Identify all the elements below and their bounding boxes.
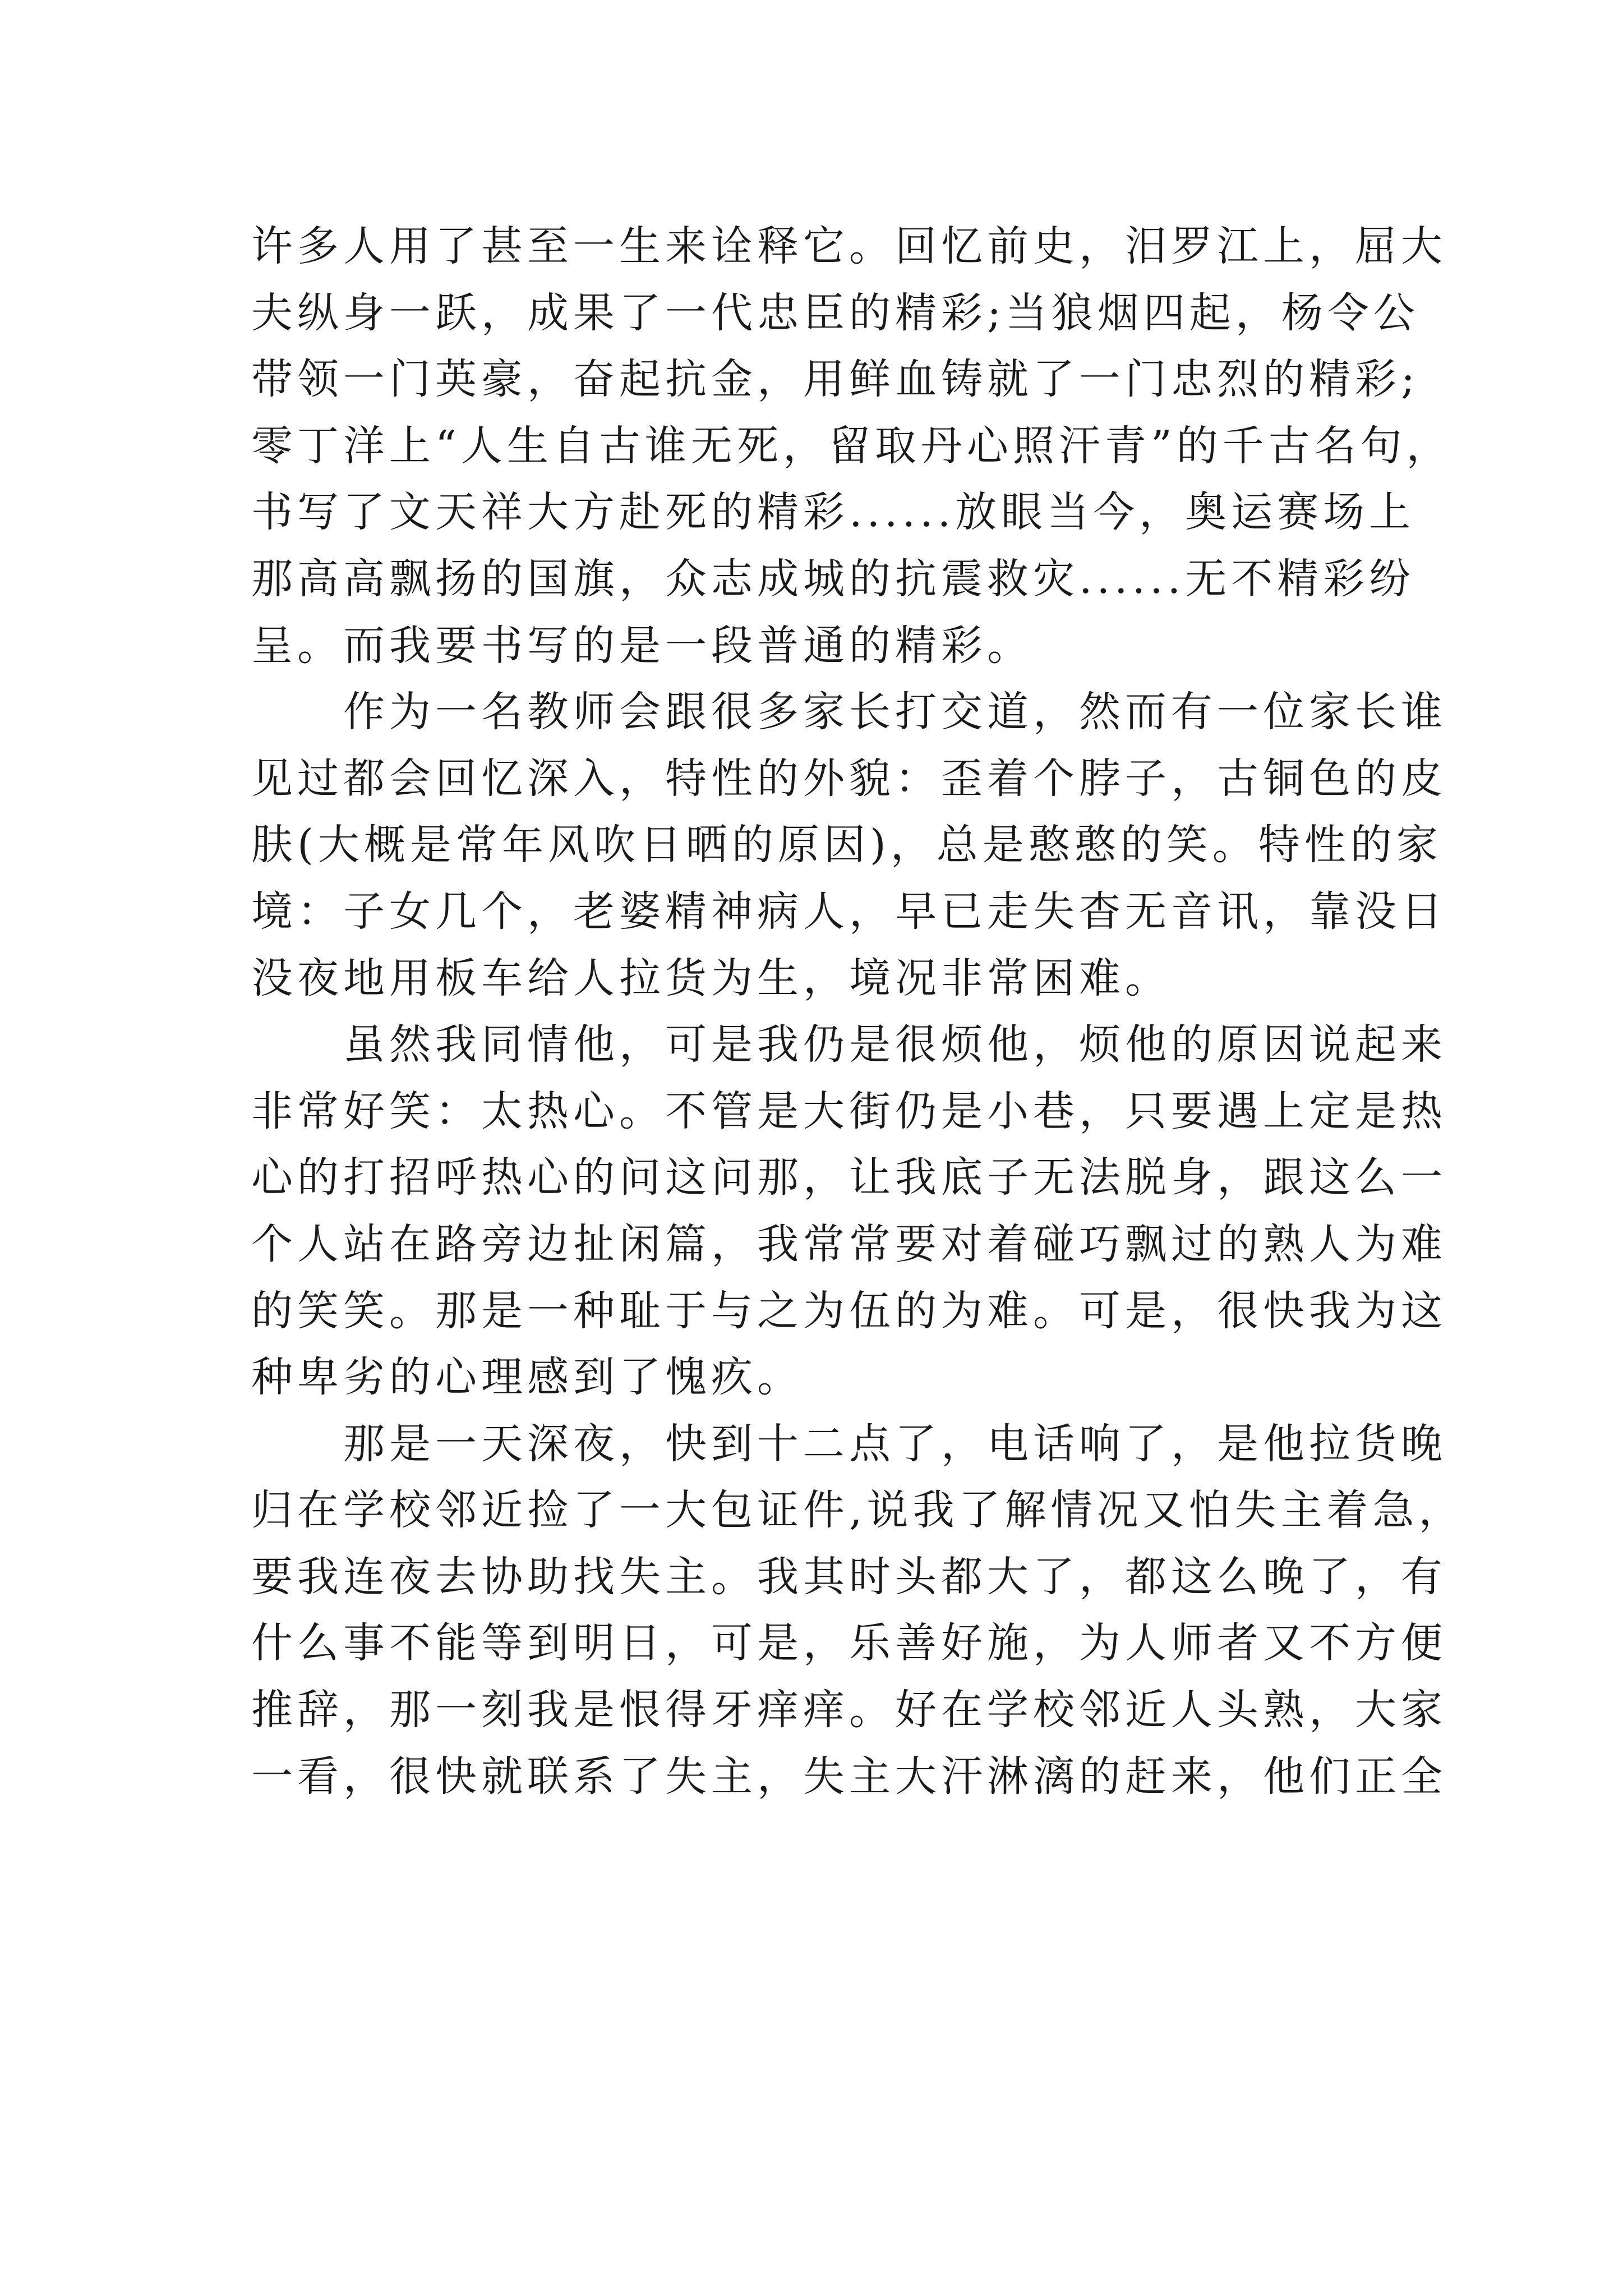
text-line: 境：子女几个，老婆精神病人，早已走失杳无音讯，靠没日	[251, 887, 1447, 936]
text-line: 要我连夜去协助找失主。我其时头都大了，都这么晚了，有	[251, 1552, 1447, 1601]
text-line: 呈。而我要书写的是一段普通的精彩。	[251, 621, 1033, 670]
text-line: 归在学校邻近捡了一大包证件,说我了解情况又怕失主着急，	[251, 1486, 1465, 1535]
text-line: 那高高飘扬的国旗，众志成城的抗震救灾......无不精彩纷	[251, 554, 1415, 603]
text-line: 个人站在路旁边扯闲篇，我常常要对着碰巧飘过的熟人为难	[251, 1220, 1447, 1268]
text-line: 种卑劣的心理感到了愧疚。	[251, 1353, 803, 1402]
text-line: 推辞，那一刻我是恨得牙痒痒。好在学校邻近人头熟，大家	[251, 1686, 1447, 1734]
text-line: 一看，很快就联系了失主，失主大汗淋漓的赶来，他们正全	[251, 1752, 1447, 1801]
paragraph-first-line: 那是一天深夜，快到十二点了，电话响了，是他拉货晚	[343, 1419, 1447, 1468]
text-line: 带领一门英豪，奋起抗金，用鲜血铸就了一门忠烈的精彩;	[251, 355, 1419, 404]
text-line: 许多人用了甚至一生来诠释它。回忆前史，汨罗江上，屈大	[251, 222, 1447, 270]
text-line: 心的打招呼热心的问这问那，让我底子无法脱身，跟这么一	[251, 1153, 1447, 1202]
paragraph-first-line: 作为一名教师会跟很多家长打交道，然而有一位家长谁	[343, 688, 1447, 737]
text-line: 夫纵身一跃，成果了一代忠臣的精彩;当狼烟四起，杨令公	[251, 288, 1419, 337]
text-line: 零丁洋上“人生自古谁无死，留取丹心照汗青”的千古名句，	[251, 421, 1453, 470]
document-body	[251, 213, 1465, 1810]
text-line: 的笑笑。那是一种耻于与之为伍的为难。可是，很快我为这	[251, 1286, 1447, 1335]
text-line: 书写了文天祥大方赴死的精彩......放眼当今，奥运赛场上	[251, 488, 1415, 537]
text-line: 非常好笑：太热心。不管是大街仍是小巷，只要遇上定是热	[251, 1087, 1447, 1135]
paragraph-first-line: 虽然我同情他，可是我仍是很烦他，烦他的原因说起来	[343, 1020, 1447, 1069]
text-line: 肤(大概是常年风吹日晒的原因)，总是憨憨的笑。特性的家	[251, 821, 1442, 869]
text-line: 什么事不能等到明日，可是，乐善好施，为人师者又不方便	[251, 1619, 1447, 1668]
text-line: 没夜地用板车给人拉货为生，境况非常困难。	[251, 954, 1171, 1002]
text-line: 见过都会回忆深入，特性的外貌：歪着个脖子，古铜色的皮	[251, 754, 1447, 803]
